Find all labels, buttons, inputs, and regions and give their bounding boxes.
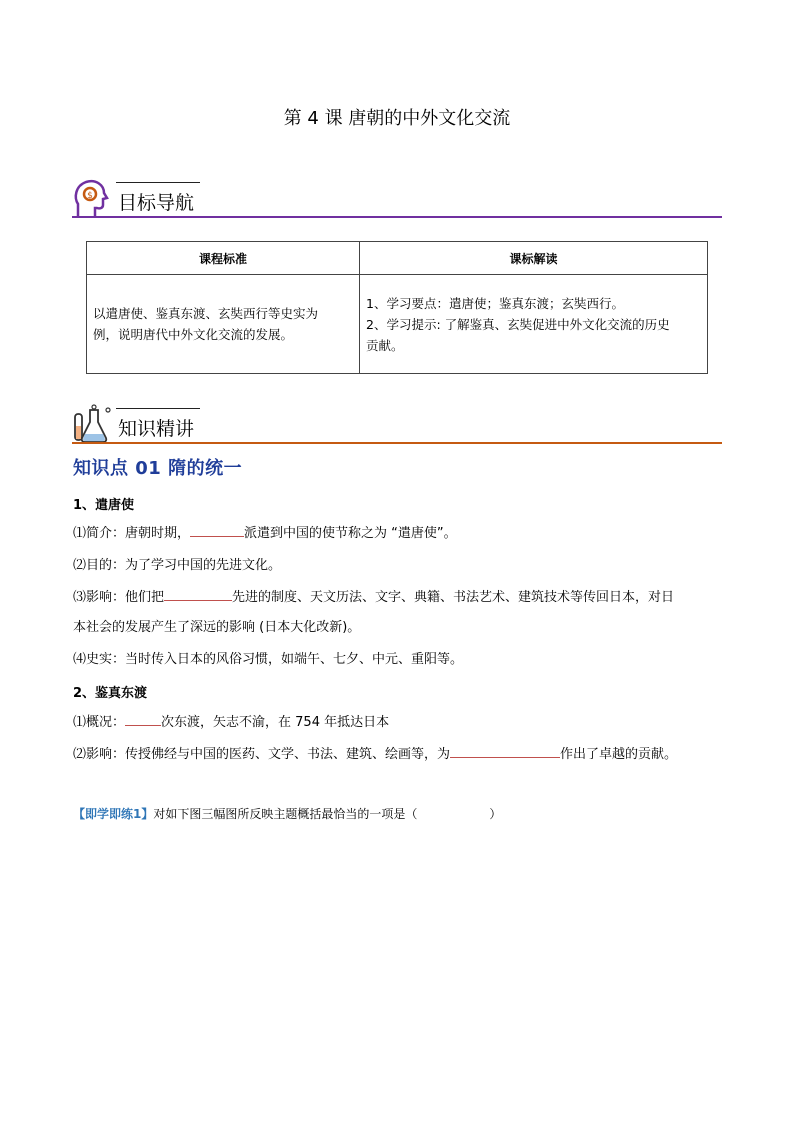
paragraph: ⑴简介：唐朝时期， 派遣到中国的使节称之为 “遣唐使”。: [73, 523, 457, 544]
section-header-knowledge: [72, 404, 722, 444]
section-title-goals: 目标导航: [118, 192, 195, 214]
paragraph: ⑶影响：他们把 先进的制度、天文历法、文字、典籍、书法艺术、建筑技术等传回日本，对日: [73, 587, 674, 608]
exercise-tag: 【即学即练1】: [73, 807, 154, 821]
section-header-goals: [72, 178, 722, 218]
table-cell-interpretation: [360, 275, 708, 374]
page-title: 第 4 课 唐朝的中外文化交流: [283, 108, 511, 129]
interpretation-line: 2、学习提示: 了解鉴真、玄奘促进中外文化交流的历史: [366, 316, 670, 332]
standard-line: 以遣唐使、鉴真东渡、玄奘西行等史实为: [93, 306, 319, 321]
topic-heading: 2、鉴真东渡: [73, 686, 148, 701]
standard-line: 例，说明唐代中外文化交流的发展。: [93, 327, 294, 342]
head-gear-icon: [72, 178, 112, 218]
paragraph: ⑷史实：当时传入日本的风俗习惯，如端午、七夕、中元、重阳等。: [73, 652, 464, 667]
knowledge-point-heading: 知识点 01 隋的统一: [73, 458, 243, 479]
curriculum-table: [86, 241, 708, 374]
fill-blank[interactable]: [125, 712, 161, 726]
section-title-knowledge: 知识精讲: [118, 418, 195, 440]
paragraph: ⑵影响：传授佛经与中国的医药、文学、书法、建筑、绘画等，为 作出了卓越的贡献。: [73, 744, 677, 765]
table-header-interpretation: 课标解读: [360, 242, 708, 275]
exercise-prompt: 【即学即练1】对如下图三幅图所反映主题概括最恰当的一项是（ ）: [73, 807, 502, 821]
interpretation-line: 贡献。: [366, 337, 404, 353]
paragraph: ⑵目的：为了学习中国的先进文化。: [73, 558, 282, 573]
fill-blank[interactable]: [450, 744, 560, 758]
paragraph: ⑴概况： 次东渡，矢志不渝，在 754 年抵达日本: [73, 712, 389, 733]
table-cell-standard: [87, 275, 360, 374]
interpretation-line: 1、学习要点：遣唐使；鉴真东渡；玄奘西行。: [366, 295, 624, 311]
paragraph: 本社会的发展产生了深远的影响 (日本大化改新)。: [73, 620, 361, 635]
fill-blank[interactable]: [190, 523, 244, 537]
topic-heading: 1、遣唐使: [73, 498, 135, 513]
table-header-standard: 课程标准: [87, 242, 360, 275]
lab-flask-icon: [72, 404, 112, 444]
svg-text:$: $: [87, 191, 93, 201]
fill-blank[interactable]: [164, 587, 232, 601]
